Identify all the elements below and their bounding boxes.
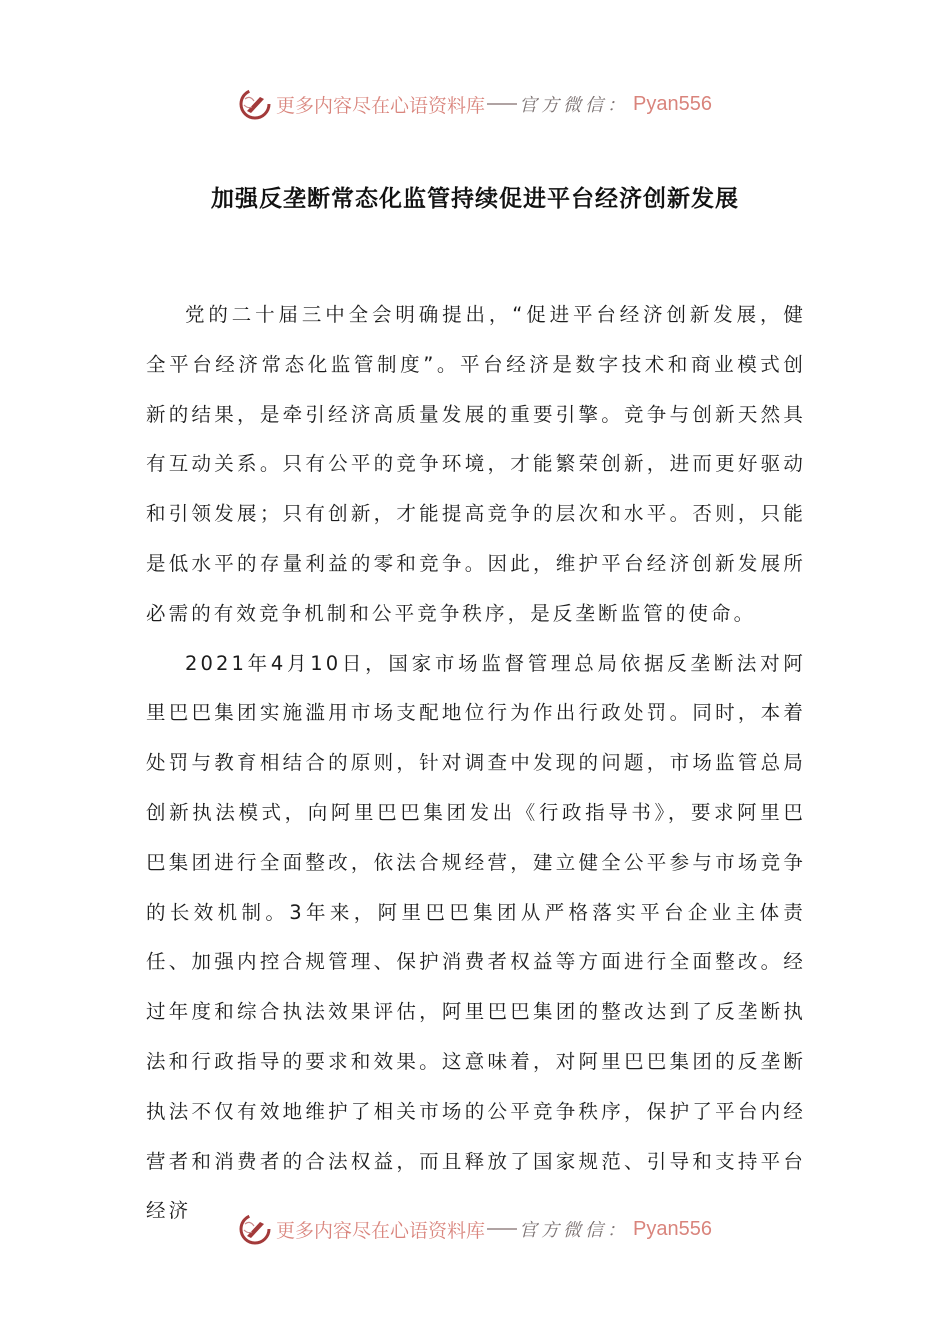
quill-pen-logo-icon	[238, 1212, 272, 1246]
footer-watermark	[0, 1209, 950, 1249]
quill-pen-logo-icon	[238, 87, 272, 121]
watermark-separator	[487, 103, 517, 105]
watermark-official-label: 官方微信：	[519, 1220, 630, 1241]
watermark-site-text: 更多内容尽在心语资料库	[276, 94, 486, 117]
paragraph-1: 党的二十届三中全会明确提出，“促进平台经济创新发展，健全平台经济常态化监管制度”。平台经济是数字技术和商业模式创新的结果，是牵引经济高质量发展的重要引擎。竞争与创新天然具有互动关系。只有公平的竞争环境，才能繁荣创新，进而更好驱动和引领发展；只有创新，才能提高竞争的层次和水平。否则，只能是低水平的存量利益的零和竞争。因此，维护平台经济创新发展所必需的有效竞争机制和公平竞争秩序，是反垄断监管的使命。	[146, 303, 806, 625]
watermark-separator	[487, 1228, 517, 1230]
watermark-wechat-id: Pyan556	[633, 92, 712, 115]
watermark-site-text: 更多内容尽在心语资料库	[276, 1219, 486, 1242]
watermark-wechat-id: Pyan556	[633, 1217, 712, 1240]
watermark-official-label: 官方微信：	[519, 95, 630, 116]
document-body	[146, 290, 806, 1236]
header-watermark	[0, 84, 950, 124]
paragraph-2: 2021年4月10日，国家市场监督管理总局依据反垄断法对阿里巴巴集团实施滥用市场支配地位行为作出行政处罚。同时，本着处罚与教育相结合的原则，针对调查中发现的问题，市场监管总局创新执法模式，向阿里巴巴集团发出《行政指导书》，要求阿里巴巴集团进行全面整改，依法合规经营，建立健全公平参与市场竞争的长效机制。3年来，阿里巴巴集团从严格落实平台企业主体责任、加强内控合规管理、保护消费者权益等方面进行全面整改。经过年度和综合执法效果评估，阿里巴巴集团的整改达到了反垄断执法和行政指导的要求和效果。这意味着，对阿里巴巴集团的反垄断执法不仅有效地维护了相关市场的公平竞争秩序，保护了平台内经营者和消费者的合法权益，而且释放了国家规范、引导和支持平台经济	[146, 651, 806, 1223]
document-title: 加强反垄断常态化监管持续促进平台经济创新发展	[211, 186, 739, 212]
